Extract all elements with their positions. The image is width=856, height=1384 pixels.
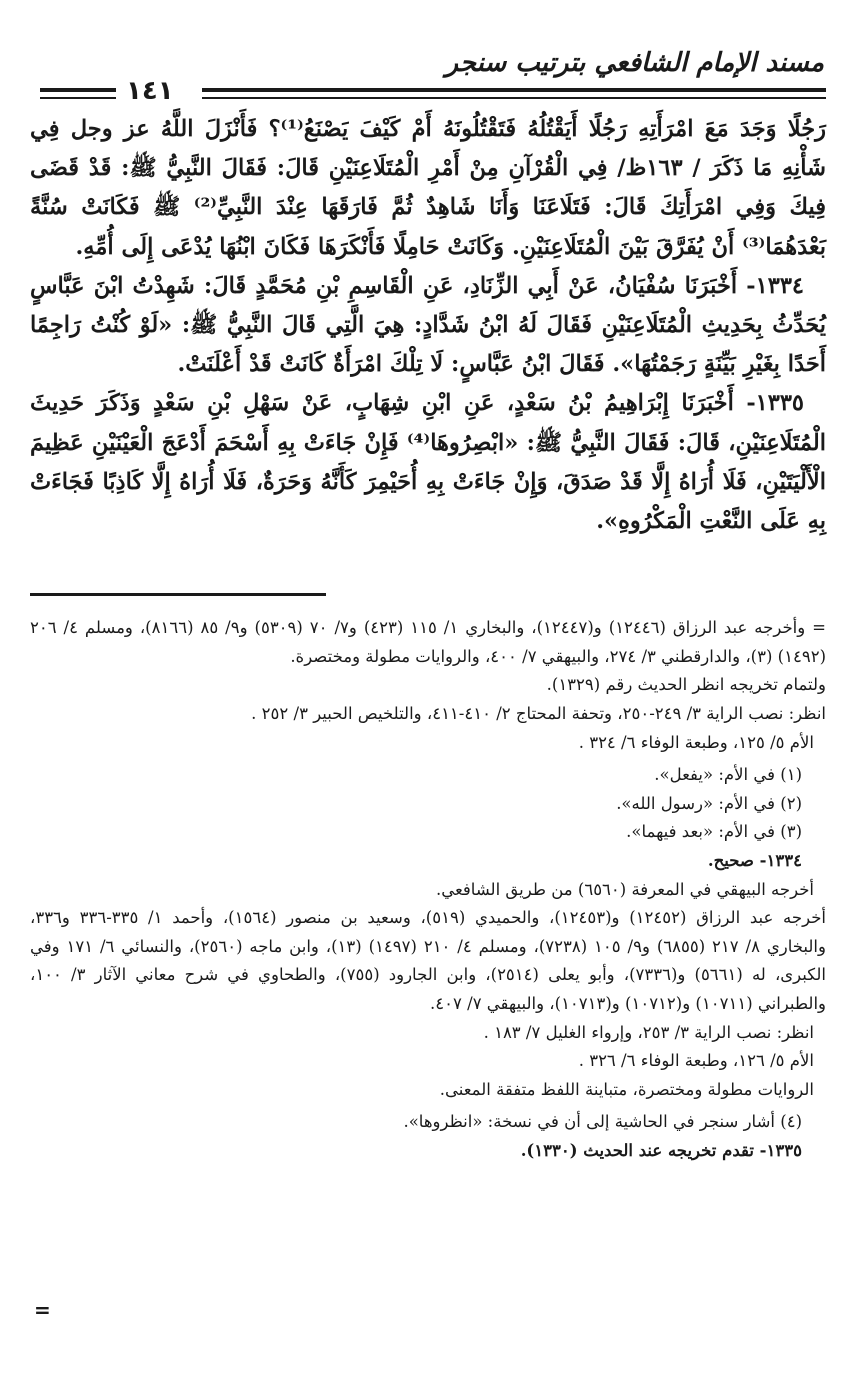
header-rule-thick xyxy=(202,88,826,92)
header-rule-left-thin xyxy=(40,97,116,99)
book-page xyxy=(30,44,826,1166)
footnotes xyxy=(30,614,826,1165)
page-number: ١٤١ xyxy=(126,76,174,106)
paragraph-hadith-1335: ١٣٣٥- أَخْبَرَنَا إِبْرَاهِيمُ بْنُ سَعْدٍ، عَنِ ابْنِ شِهَابٍ، عَنْ سَهْلِ بْنِ سَعْدٍ وَذَكَرَ حَدِيثَ الْمُتَلَاعِنَيْنِ، قَالَ: فَقَالَ النَّبِيُّ ﷺ: «ابْصِرُوهَا⁽⁴⁾ فَإِنْ جَاءَتْ بِهِ أَسْحَمَ أَدْعَجَ الْعَيْنَيْنِ عَظِيمَ الْأَلْيَتَيْنِ، فَلَا أُرَاهُ إِلَّا قَدْ صَدَقَ، وَإِنْ جَاءَتْ بِهِ أُحَيْمِرَ كَأَنَّهُ وَحَرَةٌ، فَلَا أُرَاهُ إِلَّا كَاذِبًا فَجَاءَتْ بِهِ عَلَى النَّعْتِ الْمَكْرُوهِ». xyxy=(30,390,826,535)
footnote-line: انظر: نصب الراية ٣/ ٢٥٣، وإرواء الغليل ٧/ ١٨٣ . xyxy=(483,1022,814,1042)
footnote-hadith-label: ١٣٣٤- صحيح. xyxy=(707,850,802,870)
footnote-line: أخرجه البيهقي في المعرفة (٦٥٦٠) من طريق الشافعي. xyxy=(435,879,814,899)
paragraph-continuation: رَجُلًا وَجَدَ مَعَ امْرَأَتِهِ رَجُلًا أَيَقْتُلُهُ فَتَقْتُلُونَهُ أَمْ كَيْفَ يَصْنَعُ⁽¹⁾؟ فَأَنْزَلَ اللَّهُ عز وجل فِي شَأْنِهِ مَا ذَكَرَ / ١٦٣ظ/ فِي الْقُرْآنِ مِنْ أَمْرِ الْمُتَلَاعِنَيْنِ قَالَ: فَقَالَ النَّبِيُّ ﷺ: قَدْ قَضَى فِيكَ وَفِي امْرَأَتِكَ قَالَ: فَتَلَاعَنَا وَأَنَا شَاهِدٌ ثُمَّ فَارَقَهَا عِنْدَ النَّبِيِّ⁽²⁾ ﷺ فَكَانَتْ سُنَّةً بَعْدَهُمَا⁽³⁾ أَنْ يُفَرَّقَ بَيْنَ الْمُتَلَاعِنَيْنِ. وَكَانَتْ حَامِلًا فَأَنْكَرَهَا فَكَانَ ابْنُهَا يُدْعَى إِلَى أُمِّهِ. xyxy=(30,116,826,260)
header-rule-left-thick xyxy=(40,88,116,92)
paragraph-hadith-1334: ١٣٣٤- أَخْبَرَنَا سُفْيَانُ، عَنْ أَبِي الزِّنَادِ، عَنِ الْقَاسِمِ بْنِ مُحَمَّدٍ قَالَ: شَهِدْتُ ابْنَ عَبَّاسٍ يُحَدِّثُ بِحَدِيثِ الْمُتَلَاعِنَيْنِ فَقَالَ لَهُ ابْنُ شَدَّادٍ: هِيَ الَّتِي قَالَ النَّبِيُّ ﷺ: «لَوْ كُنْتُ رَاجِمًا أَحَدًا بِغَيْرِ بَيِّنَةٍ رَجَمْتُهَا». فَقَالَ ابْنُ عَبَّاسٍ: لَا تِلْكَ امْرَأَةٌ كَانَتْ قَدْ أَعْلَنَتْ. xyxy=(30,272,826,378)
footnote-numbered: (٣) في الأم: «بعد فيهما». xyxy=(626,822,802,842)
running-title: مسند الإمام الشافعي بترتيب سنجر xyxy=(445,48,824,78)
footnote-hadith-label: ١٣٣٥- تقدم تخريجه عند الحديث (١٣٣٠). xyxy=(520,1140,802,1160)
footnote-line: الروايات مطولة ومختصرة، متباينة اللفظ متفقة المعنى. xyxy=(439,1079,814,1099)
footnote-numbered: (٤) أشار سنجر في الحاشية إلى أن في نسخة: «انظروها». xyxy=(403,1112,802,1132)
continuation-mark: = xyxy=(34,1298,51,1322)
footnote-line: انظر: نصب الراية ٣/ ٢٤٩-٢٥٠، وتحفة المحتاج ٢/ ٤١٠-٤١١، والتلخيص الحبير ٣/ ٢٥٢ . xyxy=(251,704,826,724)
footnote-separator xyxy=(30,593,326,596)
footnote-continuation: = وأخرجه عبد الرزاق (١٢٤٤٦) و(١٢٤٤٧)، والبخاري ١/ ١١٥ (٤٢٣) و٧/ ٧٠ (٥٣٠٩) و٩/ ٨٥ (٨١٦٦)، ومسلم ٤/ ٢٠٦ (١٤٩٢) (٣)، والدارقطني ٣/ ٢٧٤، والبيهقي ٧/ ٤٠٠، والروايات مطولة ومختصرة. xyxy=(30,618,826,666)
footnote-line: الأم ٥/ ١٢٥، وطبعة الوفاء ٦/ ٣٢٤ . xyxy=(578,732,814,752)
footnote-line: ولتمام تخريجه انظر الحديث رقم (١٣٢٩). xyxy=(546,675,826,695)
header-rule-thin xyxy=(202,97,826,99)
footnote-numbered: (١) في الأم: «يفعل». xyxy=(654,765,802,785)
page-header xyxy=(30,44,826,106)
footnote-line: الأم ٥/ ١٢٦، وطبعة الوفاء ٦/ ٣٢٦ . xyxy=(578,1051,814,1071)
footnote-numbered: (٢) في الأم: «رسول الله». xyxy=(616,793,802,813)
footnote-line: أخرجه عبد الرزاق (١٢٤٥٢) و(١٢٤٥٣)، والحميدي (٥١٩)، وسعيد بن منصور (١٥٦٤)، وأحمد ١/ ٣٣٥-٣٣٦ و٣٣٦، والبخاري ٨/ ٢١٧ (٦٨٥٥) و٩/ ١٠٥ (٧٢٣٨)، ومسلم ٤/ ٢١٠ (١٤٩٧) (١٣)، وابن ماجه (٢٥٦٠)، والنسائي ٦/ ١٧١ وفي الكبرى، له (٥٦٦١) و(٧٣٣٦)، وأبو يعلى (٢٥١٤)، وابن الجارود (٧٥٥)، والطحاوي في شرح معاني الآثار ٣/ ١٠٠، والطبراني (١٠٧١١) و(١٠٧١٢) و(١٠٧١٣)، والبيهقي ٧/ ٤٠٧. xyxy=(30,908,826,1013)
main-text xyxy=(30,110,826,541)
